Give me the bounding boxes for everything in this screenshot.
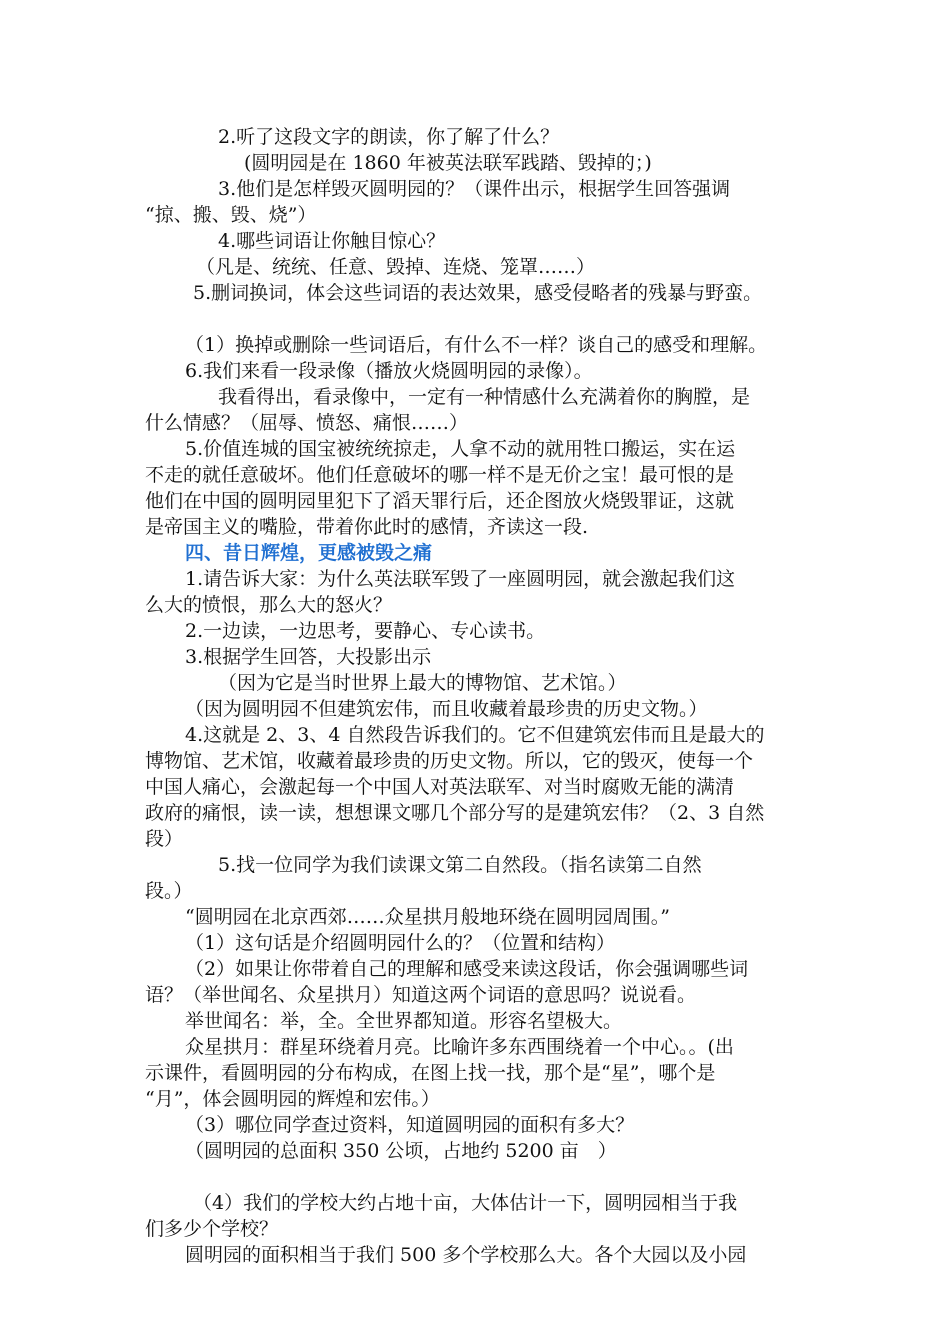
text-line: 2.一边读，一边思考，要静心、专心读书。 (185, 620, 546, 642)
text-line: “掠、搬、毁、烧”） (145, 204, 317, 226)
text-line: (圆明园是在 1860 年被英法联军践踏、毁掉的；) (244, 152, 652, 174)
text-line: 中国人痛心，会激起每一个中国人对英法联军、对当时腐败无能的满清 (145, 776, 735, 798)
text-line: 我看得出，看录像中，一定有一种情感什么充满着你的胸膛，是 (218, 386, 751, 408)
text-line: 段。） (145, 880, 193, 902)
text-line: （2）如果让你带着自己的理解和感受来读这段话，你会强调哪些词 (185, 958, 749, 980)
text-line: （凡是、统统、任意、毁掉、连烧、笼罩……） (196, 256, 596, 278)
text-line: 是帝国主义的嘴脸，带着你此时的感情，齐读这一段. (145, 516, 589, 538)
text-line: 1.请告诉大家：为什么英法联军毁了一座圆明园，就会激起我们这 (185, 568, 736, 590)
text-line: 段） (145, 828, 184, 850)
section-heading: 四、昔日辉煌，更感被毁之痛 (185, 542, 433, 564)
text-line: “圆明园在北京西郊……众星拱月般地环绕在圆明园周围。” (185, 906, 670, 928)
text-line: 6.我们来看一段录像（播放火烧圆明园的录像）。 (185, 360, 593, 382)
text-line: （圆明园的总面积 350 公顷，占地约 5200 亩 ） (185, 1140, 617, 1162)
text-line: 4.这就是 2、3、4 自然段告诉我们的。它不但建筑宏伟而且是最大的 (185, 724, 765, 746)
text-line: （因为圆明园不但建筑宏伟，而且收藏着最珍贵的历史文物。） (185, 698, 708, 720)
text-line: 3.他们是怎样毁灭圆明园的？（课件出示，根据学生回答强调 (218, 178, 731, 200)
text-line: 众星拱月：群星环绕着月亮。比喻许多东西围绕着一个中心。。(出 (185, 1036, 734, 1058)
text-line: 他们在中国的圆明园里犯下了滔天罪行后，还企图放火烧毁罪证，这就 (145, 490, 735, 512)
text-line: 举世闻名：举，全。全世界都知道。形容名望极大。 (185, 1010, 623, 1032)
text-line: 4.哪些词语让你触目惊心？ (218, 230, 446, 252)
text-line: 3.根据学生回答，大投影出示 (185, 646, 432, 668)
text-line: 博物馆、艺术馆，收藏着最珍贵的历史文物。所以，它的毁灭，使每一个 (145, 750, 754, 772)
text-line: “月”，体会圆明园的辉煌和宏伟。） (145, 1088, 440, 1110)
text-line: 5.删词换词，体会这些词语的表达效果，感受侵略者的残暴与野蛮。 (193, 282, 763, 304)
text-line: 不走的就任意破坏。他们任意破坏的哪一样不是无价之宝！最可恨的是 (145, 464, 735, 486)
text-line: （1）换掉或删除一些词语后，有什么不一样？谈自己的感受和理解。 (185, 334, 768, 356)
text-line: （4）我们的学校大约占地十亩，大体估计一下，圆明园相当于我 (193, 1192, 738, 1214)
text-line: 圆明园的面积相当于我们 500 多个学校那么大。各个大园以及小园 (185, 1244, 747, 1266)
text-line: 政府的痛恨，读一读，想想课文哪几个部分写的是建筑宏伟？（2、3 自然 (145, 802, 765, 824)
text-line: 么大的愤恨，那么大的怒火？ (145, 594, 393, 616)
text-line: 示课件，看圆明园的分布构成，在图上找一找，那个是“星”，哪个是 (145, 1062, 716, 1084)
text-line: （3）哪位同学查过资料，知道圆明园的面积有多大？ (185, 1114, 635, 1136)
text-line: 们多少个学校？ (145, 1218, 279, 1240)
text-line: （1）这句话是介绍圆明园什么的？（位置和结构） (185, 932, 616, 954)
text-line: 语？（举世闻名、众星拱月）知道这两个词语的意思吗？说说看。 (145, 984, 697, 1006)
text-line: 5.找一位同学为我们读课文第二自然段。（指名读第二自然 (218, 854, 702, 876)
text-line: 什么情感？（屈辱、愤怒、痛恨……） (145, 412, 469, 434)
text-line: 5.价值连城的国宝被统统掠走，人拿不动的就用牲口搬运，实在运 (185, 438, 736, 460)
text-line: （因为它是当时世界上最大的博物馆、艺术馆。） (218, 672, 627, 694)
text-line: 2.听了这段文字的朗读，你了解了什么？ (218, 126, 560, 148)
